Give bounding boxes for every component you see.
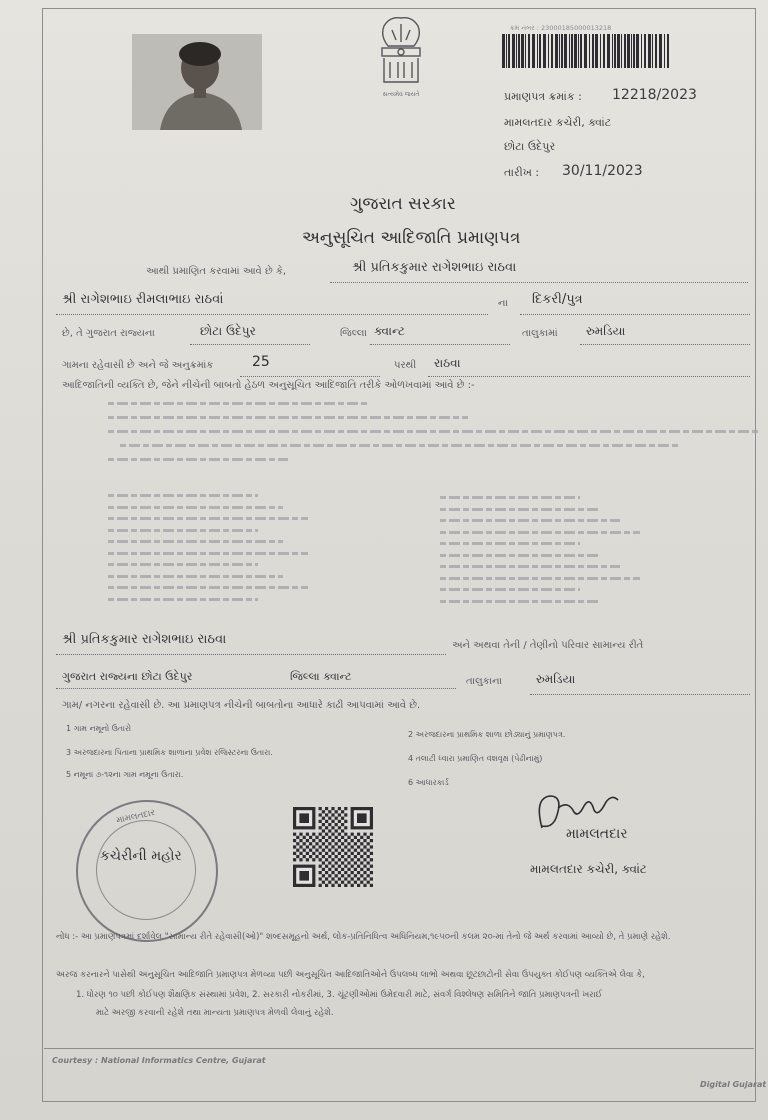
illegible-text-line [440, 577, 640, 580]
document-item: 4 તલાટી ધ્વારા પ્રમાણિત વંશવૃક્ષ (પેઢીનામું) [408, 754, 543, 763]
illegible-text-line [108, 430, 758, 433]
taluka-label: તાલુકામાં [522, 328, 558, 339]
serial-value: 25 [252, 354, 270, 370]
illegible-text-line [108, 552, 308, 555]
document-item: 6 આધારકાર્ડ [408, 778, 449, 787]
illegible-text-line [108, 506, 283, 509]
note-benefits: અરજ કરનારને પાસેથી અનુસૂચિત આદિજાતિ પ્રમાણપત્ર મેળવ્યા પછી અનુસૂચિત આદિજાતિઓને ઉપલબ્ધ લાભો અથવા છૂટછાટોની સેવા ઉપયુક્ત કોઈપણ વ્યક્તિએ લેવા કે, [56, 970, 645, 980]
qr-code [292, 806, 374, 908]
resident-village: રુમડિયા [536, 672, 576, 686]
resident-district: જિલ્લા ક્વાન્ટ [290, 670, 352, 683]
courtesy-footer: Courtesy : National Informatics Centre, Gujarat [52, 1056, 266, 1065]
illegible-text-line [440, 565, 620, 568]
signatory-title: મામલતદાર [566, 826, 628, 842]
government-title: ગુજરાત સરકાર [350, 194, 456, 214]
intro-label: આથી પ્રમાણિત કરવામાં આવે છે કે, [146, 266, 287, 277]
issue-date: 30/11/2023 [562, 163, 643, 179]
document-item: 5 નમૂના ૭-૧૨ના ગામ નમૂના ઉતારા. [66, 770, 184, 779]
illegible-text-line [440, 588, 580, 591]
illegible-text-line [108, 416, 468, 419]
tribe-statement: આદિજાતિની વ્યક્તિ છે, જેને નીચેની બાબતો હેઠળ અનુસૂચિત આદિજાતિ તરીકે ઓળખવામાં આવે છે :- [62, 380, 475, 391]
office-name: મામલતદાર કચેરી, ક્વાંટ [504, 116, 612, 129]
barcode [502, 34, 670, 68]
illegible-text-line [440, 531, 640, 534]
national-emblem-icon [370, 12, 432, 104]
illegible-text-line [440, 600, 600, 603]
illegible-text-line [108, 586, 308, 589]
resident-taluka-label: તાલુકાના [466, 676, 503, 687]
illegible-text-line [108, 458, 288, 461]
relation-prefix: ના [498, 298, 508, 309]
serial-label: ગામના રહેવાસી છે અને જે અનુક્રમાંક [62, 360, 214, 371]
district-value: છોટા ઉદેપુર [200, 324, 256, 338]
illegible-text-line [440, 542, 580, 545]
signatory-office: મામલતદાર કચેરી, ક્વાંટ [530, 862, 647, 876]
resident-state: ગુજરાત રાજ્યના છોટા ઉદેપુર [62, 670, 193, 683]
certificate-number: 12218/2023 [612, 87, 697, 103]
note-purposes: 1. ધોરણ ૧૦ પછી કોઈપણ શૈક્ષણિક સંસ્થામાં પ્રવેશ, 2. સરકારી નોકરીમાં, 3. ચૂંટણીઓમાં ઉમેદવારી માટે, સંવર્ગ વિશ્લેષણ સમિતિને જાતિ પ્રમાણપત્રની ખરાઈ [76, 990, 603, 1000]
caste-value: રાઠવા [434, 356, 461, 370]
illegible-text-line [108, 494, 258, 497]
illegible-text-line [120, 444, 680, 447]
illegible-text-line [108, 402, 368, 405]
state-label: છે, તે ગુજરાત રાજ્યના [62, 328, 155, 339]
illegible-text-line [108, 529, 258, 532]
seal-center-text: કચેરીની મહોર [100, 848, 182, 864]
note-verification: માટે અરજી કરવાની રહેશે તથા માન્યતા પ્રમાણપત્ર મેળવી લેવાનું રહેશે. [96, 1008, 334, 1018]
note-residence: નોંધ :- આ પ્રમાણપત્રમાં દર્શાવેલ "સામાન્ય રીતે રહેવાસી(ઓ)" શબ્દસમૂહનો અર્થ, લોક-પ્રતિનિધિત્વ અધિનિયમ,૧૯૫૦ની કલમ ૨૦-માં તેનો જે અર્થ કરવામાં આવ્યો છે, તે પ્રમાણે રહેશે. [56, 932, 671, 942]
illegible-text-line [108, 517, 308, 520]
document-item: 2 અરજદારના પ્રાથમિક શાળા છોડ્યાનું પ્રમાણપત્ર. [408, 730, 566, 739]
illegible-text-line [108, 563, 258, 566]
parent-name: શ્રી રાગેશભાઇ રીમલાભાઇ રાઠવાં [62, 292, 224, 307]
barcode-number: ક્રમ નંબર : 23000185000013218 [510, 24, 612, 32]
taluka-value: ક્વાન્ટ [374, 324, 405, 338]
illegible-text-line [108, 540, 283, 543]
seal-top-text: મામલતદાર [115, 807, 157, 827]
illegible-text-line [440, 519, 620, 522]
office-seal [76, 800, 218, 942]
resident-name: શ્રી પ્રતિકકુમાર રાગેશભાઇ રાઠવા [62, 632, 227, 647]
certificate-number-label: પ્રમાણપત્ર ક્રમાંક : [504, 90, 582, 103]
resident-statement: ગામ/ નગરના રહેવાસી છે. આ પ્રમાણપત્ર નીચેની બાબતોના આધારે કાઢી આપવામાં આવે છે. [62, 700, 421, 711]
office-district: છોટા ઉદેપુર [504, 140, 556, 153]
document-item: 1 ગામ નમૂનો ઉતારો [66, 724, 132, 733]
certificate-title: અનુસૂચિત આદિજાતિ પ્રમાણપત્ર [302, 228, 521, 248]
illegible-text-line [440, 496, 580, 499]
district-label: જિલ્લા [340, 328, 367, 339]
illegible-text-line [108, 598, 258, 601]
illegible-text-line [108, 575, 283, 578]
illegible-text-line [440, 508, 600, 511]
applicant-photo [132, 34, 262, 130]
illegible-text-line [440, 554, 600, 557]
resident-suffix: અને અથવા તેની / તેણીનો પરિવાર સામાન્ય રીતે [452, 640, 644, 651]
relation-value: દિકરી/પુત્ર [532, 292, 583, 307]
document-item: 3 અરજદારના પિતાના પ્રાથમિક શાળાના પ્રવેશ રજિસ્ટરના ઉતારા. [66, 748, 273, 757]
digital-gujarat-label: Digital Gujarat [700, 1080, 767, 1089]
applicant-name: શ્રી પ્રતિકકુમાર રાગેશભાઇ રાઠવા [352, 260, 517, 275]
village-value: રુમડિયા [586, 324, 626, 338]
date-label: તારીખ : [504, 166, 540, 179]
emblem-caption: સત્યમેવ જયતે [382, 91, 420, 98]
caste-label: પરથી [394, 360, 417, 371]
